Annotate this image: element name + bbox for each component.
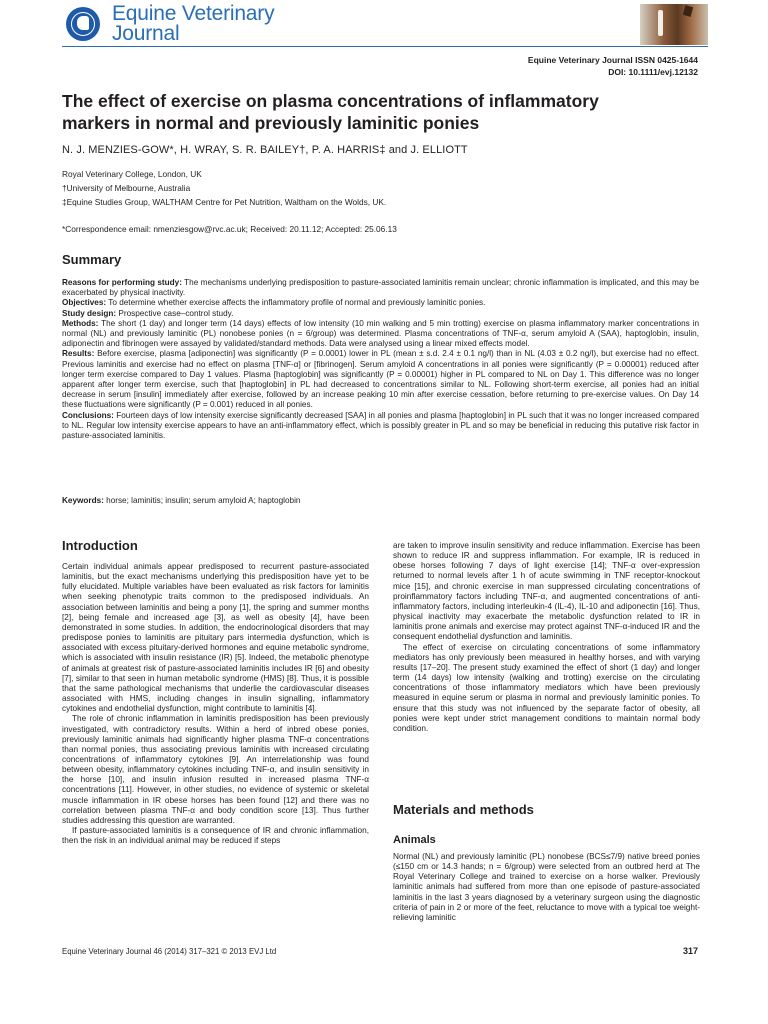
article-title [62,90,702,134]
article-title-line1: The effect of exercise on plasma concentrations of inflammatory [62,91,599,111]
page-number: 317 [682,946,698,956]
summary-item-text: Prospective case–control study. [116,308,234,318]
summary-item-label: Objectives: [62,298,107,308]
affiliation: Royal Veterinary College, London, UK [62,169,202,179]
issn-line: Equine Veterinary Journal ISSN 0425-1644 [527,55,698,65]
body-paragraph: Normal (NL) and previously laminitic (PL) nonobese (BCS≤7/9) native breed ponies (≤150 cm or 14.3 hands; n = 6/group) were selected from an outbred herd at The Royal Veterinary College and trained to exercise on a horse walker. Previously laminitic animals had suffered from more than one episode of pasture-associated laminitis in the last 3 years diagnosed by a veterinary surgeon using the diagnostic criteria of pain in 2 or more of the feet, reluctance to move with a typical toe weight-relieving laminitic [393,852,700,922]
summary-body [62,278,699,441]
body-paragraph: If pasture-associated laminitis is a consequence of IR and chronic inflammation, then the risk in an individual animal may be reduced if steps [62,826,369,846]
methods-column [393,852,700,923]
journal-title-line2: Journal [112,22,180,45]
keywords [62,496,699,505]
summary-item [62,411,699,442]
introduction-left-column [62,562,369,846]
materials-methods-heading: Materials and methods [393,802,534,817]
summary-item-label: Reasons for performing study: [62,278,182,287]
doi-line: DOI: 10.1111/evj.12132 [608,67,698,77]
journal-logo-seal [66,7,100,41]
correspondence-line: *Correspondence email: nmenziesgow@rvc.ac.uk; Received: 20.11.12; Accepted: 25.06.13 [62,224,397,234]
journal-title [112,4,274,44]
journal-title-line1: Equine Veterinary [112,2,275,25]
summary-item [62,278,699,298]
animals-subheading: Animals [393,834,436,846]
body-paragraph: The role of chronic inflammation in laminitis predisposition has been previously investigated, with contradictory results. Within a herd of inbred obese ponies, previously laminitic animals had significantly higher plasma TNF-α concentrations than normal ponies, thus associating previous laminitis with increased circulating concentrations of inflammatory cytokines [9]. An interrelationship was found between obesity, inflammatory cytokines including TNF-α, and insulin sensitivity in the horse [10], and insulin infusion resulted in increased plasma TNF-α concentrations [11]. However, in other studies, no evidence of systemic or skeletal muscle inflammation in IR obese horses has been found [12] and there was no correlation between plasma TNF-α and body condition score [13]. Thus further studies addressing this question are warranted. [62,714,369,825]
author-list: N. J. MENZIES-GOW*, H. WRAY, S. R. BAILEY†, P. A. HARRIS‡ and J. ELLIOTT [62,144,468,156]
introduction-heading: Introduction [62,538,138,553]
summary-item-text: The mechanisms underlying predisposition to pasture-associated laminitis remain unclear; chronic inflammation is implicated, and this may be exacerbated by physical inactivity. [62,278,699,298]
summary-item-label: Methods: [62,318,99,328]
footer-citation: Equine Veterinary Journal 46 (2014) 317–321 © 2013 EVJ Ltd [62,947,277,956]
summary-item-text: Before exercise, plasma [adiponectin] was significantly (P = 0.0001) lower in PL (mean ± s.d. 2.4 ± 0.1 ng/l) than in NL (4.03 ± 0.2 ng/l), but exercise had no effect. Previous laminitis and exercise had no effect on plasma [TNF-α] or [fibrinogen]. Serum amyloid A concentrations in all ponies were significantly (P = 0.00001) reduced after longer term exercise compared to Day 1 values. Plasma [haptoglobin] was significantly (P = 0.00001) higher in PL compared to NL on Day 1. This difference was no longer apparent after longer term exercise, such that [haptoglobin] in PL had decreased to concentrations similar to NL. Following short-term exercise, all ponies had an initial decrease in serum [insulin] immediately after exercise, followed by an increase peaking 10 min after exercise cessation, before returning to pre-exercise values. On Day 14 these fluctuations were significantly (P = 0.001) reduced in all ponies. [62,349,699,410]
horse-head-icon [77,16,89,30]
summary-item [62,298,699,308]
body-paragraph: Certain individual animals appear predisposed to recurrent pasture-associated laminitis, but the exact mechanisms underlying this predisposition have yet to be fully elucidated. Multiple variables have been evaluated as risk factors for laminitis when seeking phenotypic traits common to the predisposed individuals. An association between laminitis and being a pony [1], the spring and summer months [2], being female and increased age [3], as well as obesity [4], have been demonstrated in some studies. In addition, the endocrinological disorders that may predispose ponies to laminitis are pituitary pars intermedia dysfunction, which is associated with excess pituitary-derived hormones and equine metabolic syndrome, which is associated with insulin resistance (IR) [5]. Indeed, the metabolic phenotype of animals at greatest risk of pasture-associated laminitis includes IR [6] and obesity [7], similar to that seen in human metabolic syndrome (HMS) [8]. Thus, it is possible that the same pathological mechanisms that underlie the cardiovascular diseases associated with HMS, including changes in insulin signalling, inflammatory cytokines and endothelial dysfunction, might contribute to laminitis [4]. [62,562,369,714]
keywords-text: horse; laminitis; insulin; serum amyloid A; haptoglobin [103,496,301,505]
summary-item-text: The short (1 day) and longer term (14 days) effects of low intensity (10 min walking and 5 min trotting) exercise on plasma inflammatory marker concentrations in normal (NL) and previously laminitic (PL) nonobese ponies (n = 6/group) was determined. Plasma concentrations of TNF-α, serum amyloid A (SAA), haptoglobin, insulin, adiponectin and fibrinogen were assayed by validated/standard methods. Data were analysed using a linear mixed effects model. [62,318,699,349]
introduction-right-column [393,541,700,734]
summary-item-text: To determine whether exercise affects the inflammatory profile of normal and previously laminitic ponies. [106,298,486,308]
affiliation: ‡Equine Studies Group, WALTHAM Centre for Pet Nutrition, Waltham on the Wolds, UK. [62,197,387,207]
summary-item [62,349,699,410]
body-paragraph: are taken to improve insulin sensitivity and reduce inflammation. Exercise has been shown to reduce IR and suppress inflammation. For example, IR is reduced in obese horses following 7 days of light exercise [14]; TNF-α over-expression returned to normal levels after 1 h of acute swimming in TNF receptor-knockout mice [15], and chronic exercise in man suppressed circulating concentrations of proinflammatory factors including TNF-α, and augmented concentrations of anti-inflammatory factors, including interleukin-4 (IL-4), IL-10 and adiponectin [16]. Thus, physical inactivity may exacerbate the metabolic dysfunction related to IR in laminitis prone animals and exercise may protect against TNF-α-induced IR and the consequent endothelial dysfunction and laminitis. [393,541,700,642]
affiliation: †University of Melbourne, Australia [62,183,191,193]
summary-item [62,319,699,350]
summary-item-label: Conclusions: [62,410,114,420]
header-horse-photo [640,4,708,45]
summary-item [62,309,699,319]
keywords-label: Keywords: [62,496,104,505]
summary-heading: Summary [62,252,122,267]
article-title-line2: markers in normal and previously laminitic ponies [62,113,480,133]
header-rule [62,46,708,47]
summary-item-text: Fourteen days of low intensity exercise significantly decreased [SAA] in all ponies and plasma [haptoglobin] in PL such that it was no longer increased compared to NL. Regular low intensity exercise appears to have an anti-inflammatory effect, which is possibly greater in PL and so may be beneficial in reducing this putative risk factor in pasture-associated laminitis. [62,410,699,441]
summary-item-label: Results: [62,349,95,359]
body-paragraph: The effect of exercise on circulating concentrations of some inflammatory mediators has only previously been measured in healthy horses, and with varying results [17–20]. The present study examined the effect of short (1 day) and longer term (14 days) low intensity (walking and trotting) exercise on the circulating concentrations of those inflammatory mediators which have been previously measured in equine serum or plasma in normal and previously laminitic ponies. To ensure that this study was not influenced by the separate factor of obesity, all ponies were kept under strict management conditions to maintain normal body condition. [393,642,700,733]
summary-item-label: Study design: [62,308,117,318]
